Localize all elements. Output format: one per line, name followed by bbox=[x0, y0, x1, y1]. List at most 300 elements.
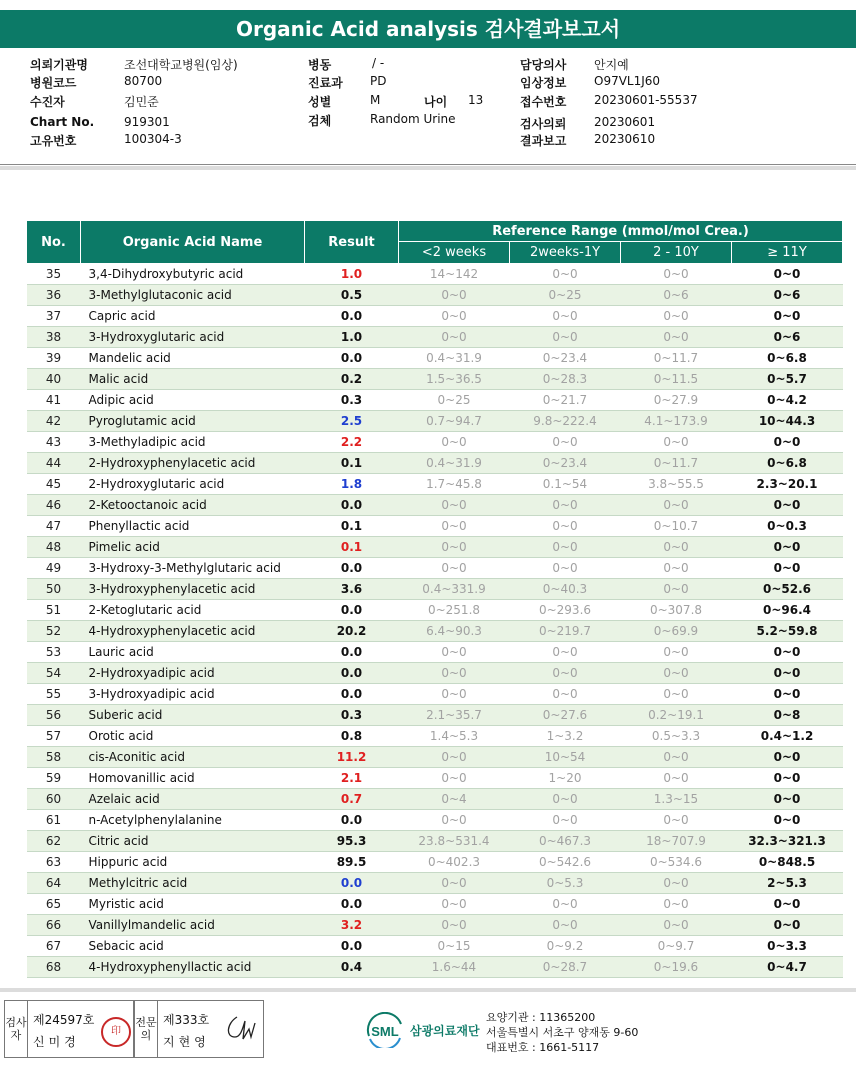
row-no: 58 bbox=[27, 747, 81, 768]
row-ref-2-10y: 0~0 bbox=[621, 894, 732, 915]
row-name: 3,4-Dihydroxybutyric acid bbox=[81, 264, 305, 285]
row-ref-11y-plus: 0~0 bbox=[732, 810, 843, 831]
row-no: 54 bbox=[27, 663, 81, 684]
row-ref-under-2-weeks: 0.4~331.9 bbox=[399, 579, 510, 600]
row-result: 0.8 bbox=[305, 726, 399, 747]
row-result: 0.1 bbox=[305, 516, 399, 537]
row-ref-2weeks-1y: 0~25 bbox=[510, 285, 621, 306]
row-ref-2-10y: 0~69.9 bbox=[621, 621, 732, 642]
row-result: 0.0 bbox=[305, 663, 399, 684]
row-no: 47 bbox=[27, 516, 81, 537]
row-result: 95.3 bbox=[305, 831, 399, 852]
row-ref-under-2-weeks: 0~0 bbox=[399, 285, 510, 306]
row-ref-2weeks-1y: 0~0 bbox=[510, 495, 621, 516]
row-no: 66 bbox=[27, 915, 81, 936]
row-name: 4-Hydroxyphenyllactic acid bbox=[81, 957, 305, 978]
row-ref-under-2-weeks: 23.8~531.4 bbox=[399, 831, 510, 852]
row-name: Sebacic acid bbox=[81, 936, 305, 957]
table-row bbox=[27, 852, 843, 873]
row-ref-2-10y: 0~0 bbox=[621, 768, 732, 789]
row-result: 2.1 bbox=[305, 768, 399, 789]
row-result: 0.0 bbox=[305, 810, 399, 831]
row-ref-2-10y: 0~11.5 bbox=[621, 369, 732, 390]
row-result: 1.8 bbox=[305, 474, 399, 495]
org-contact bbox=[486, 1010, 638, 1055]
row-ref-under-2-weeks: 0~0 bbox=[399, 432, 510, 453]
row-ref-2weeks-1y: 0~0 bbox=[510, 306, 621, 327]
row-name: n-Acetylphenylalanine bbox=[81, 810, 305, 831]
row-ref-under-2-weeks: 6.4~90.3 bbox=[399, 621, 510, 642]
row-ref-11y-plus: 0~0 bbox=[732, 768, 843, 789]
signature-scribble-icon bbox=[223, 1013, 259, 1043]
row-result: 0.7 bbox=[305, 789, 399, 810]
institution-value: 조선대학교병원(임상) bbox=[124, 58, 238, 72]
table-row bbox=[27, 810, 843, 831]
row-name: 2-Hydroxyphenylacetic acid bbox=[81, 453, 305, 474]
row-result: 0.0 bbox=[305, 306, 399, 327]
row-ref-2-10y: 0~27.9 bbox=[621, 390, 732, 411]
row-ref-2-10y: 0~0 bbox=[621, 642, 732, 663]
clinical-value: O97VL1J60 bbox=[594, 74, 661, 88]
row-ref-2weeks-1y: 0~542.6 bbox=[510, 852, 621, 873]
row-result: 0.3 bbox=[305, 705, 399, 726]
row-no: 52 bbox=[27, 621, 81, 642]
header-no: No. bbox=[27, 221, 81, 264]
row-ref-2-10y: 0~0 bbox=[621, 537, 732, 558]
row-ref-2-10y: 0~11.7 bbox=[621, 348, 732, 369]
row-no: 41 bbox=[27, 390, 81, 411]
row-ref-under-2-weeks: 1.6~44 bbox=[399, 957, 510, 978]
row-ref-under-2-weeks: 0~0 bbox=[399, 495, 510, 516]
examiner-seal-icon: 印 bbox=[101, 1017, 131, 1047]
row-ref-2-10y: 0~0 bbox=[621, 432, 732, 453]
report-title: Organic Acid analysis 검사결과보고서 bbox=[0, 10, 856, 48]
header-result: Result bbox=[305, 221, 399, 264]
row-ref-11y-plus: 0~6.8 bbox=[732, 453, 843, 474]
row-result: 0.0 bbox=[305, 348, 399, 369]
request-value: 20230601 bbox=[594, 115, 656, 129]
table-row bbox=[27, 768, 843, 789]
row-ref-under-2-weeks: 0~0 bbox=[399, 306, 510, 327]
row-result: 0.0 bbox=[305, 600, 399, 621]
row-no: 39 bbox=[27, 348, 81, 369]
row-ref-under-2-weeks: 0~25 bbox=[399, 390, 510, 411]
row-ref-11y-plus: 0~3.3 bbox=[732, 936, 843, 957]
row-ref-under-2-weeks: 14~142 bbox=[399, 264, 510, 285]
table-row bbox=[27, 873, 843, 894]
row-result: 0.1 bbox=[305, 453, 399, 474]
row-name: Homovanillic acid bbox=[81, 768, 305, 789]
row-result: 11.2 bbox=[305, 747, 399, 768]
row-ref-11y-plus: 2.3~20.1 bbox=[732, 474, 843, 495]
row-result: 1.0 bbox=[305, 264, 399, 285]
sml-logo-icon bbox=[366, 1012, 404, 1048]
row-ref-under-2-weeks: 0~0 bbox=[399, 894, 510, 915]
row-ref-under-2-weeks: 0~402.3 bbox=[399, 852, 510, 873]
row-ref-under-2-weeks: 0~0 bbox=[399, 747, 510, 768]
row-name: 3-Hydroxyphenylacetic acid bbox=[81, 579, 305, 600]
row-ref-under-2-weeks: 0~0 bbox=[399, 537, 510, 558]
row-no: 36 bbox=[27, 285, 81, 306]
row-ref-under-2-weeks: 0~0 bbox=[399, 327, 510, 348]
specimen-value: Random Urine bbox=[370, 112, 456, 126]
row-name: Citric acid bbox=[81, 831, 305, 852]
row-result: 0.0 bbox=[305, 558, 399, 579]
row-ref-11y-plus: 0~0 bbox=[732, 684, 843, 705]
ward-label: 병동 bbox=[308, 58, 332, 72]
age-label: 나이 bbox=[424, 95, 448, 109]
row-ref-2-10y: 0~0 bbox=[621, 306, 732, 327]
row-ref-2-10y: 0.5~3.3 bbox=[621, 726, 732, 747]
hospital-code-label: 병원코드 bbox=[30, 76, 77, 90]
report-label: 결과보고 bbox=[520, 134, 567, 148]
header-name: Organic Acid Name bbox=[81, 221, 305, 264]
examiner-name: 신미경 bbox=[33, 1035, 80, 1049]
table-row bbox=[27, 537, 843, 558]
row-name: 2-Ketoglutaric acid bbox=[81, 600, 305, 621]
row-ref-2weeks-1y: 0.1~54 bbox=[510, 474, 621, 495]
row-ref-11y-plus: 0~848.5 bbox=[732, 852, 843, 873]
row-ref-2weeks-1y: 0~0 bbox=[510, 663, 621, 684]
report-value: 20230610 bbox=[594, 132, 656, 146]
row-ref-2-10y: 0~0 bbox=[621, 747, 732, 768]
row-ref-2weeks-1y: 0~0 bbox=[510, 915, 621, 936]
row-name: Phenyllactic acid bbox=[81, 516, 305, 537]
row-no: 44 bbox=[27, 453, 81, 474]
row-result: 89.5 bbox=[305, 852, 399, 873]
row-ref-11y-plus: 0~0 bbox=[732, 747, 843, 768]
row-no: 40 bbox=[27, 369, 81, 390]
row-ref-2weeks-1y: 0~0 bbox=[510, 684, 621, 705]
table-row bbox=[27, 957, 843, 978]
row-name: Pimelic acid bbox=[81, 537, 305, 558]
row-ref-under-2-weeks: 0~0 bbox=[399, 663, 510, 684]
row-name: 3-Methyladipic acid bbox=[81, 432, 305, 453]
row-name: Hippuric acid bbox=[81, 852, 305, 873]
row-ref-2weeks-1y: 0~0 bbox=[510, 264, 621, 285]
row-ref-11y-plus: 32.3~321.3 bbox=[732, 831, 843, 852]
logo-text: SML bbox=[371, 1024, 399, 1039]
specialist-name: 지현영 bbox=[163, 1035, 210, 1049]
row-no: 62 bbox=[27, 831, 81, 852]
row-ref-2-10y: 0~0 bbox=[621, 810, 732, 831]
row-ref-11y-plus: 0~8 bbox=[732, 705, 843, 726]
row-ref-2weeks-1y: 0~0 bbox=[510, 537, 621, 558]
row-ref-2-10y: 0~0 bbox=[621, 558, 732, 579]
row-no: 64 bbox=[27, 873, 81, 894]
table-row bbox=[27, 915, 843, 936]
row-ref-under-2-weeks: 0.7~94.7 bbox=[399, 411, 510, 432]
row-ref-2-10y: 0~10.7 bbox=[621, 516, 732, 537]
row-ref-2-10y: 0.2~19.1 bbox=[621, 705, 732, 726]
row-ref-2weeks-1y: 0~293.6 bbox=[510, 600, 621, 621]
row-name: 2-Hydroxyglutaric acid bbox=[81, 474, 305, 495]
row-ref-2-10y: 0~19.6 bbox=[621, 957, 732, 978]
table-row bbox=[27, 579, 843, 600]
table-row bbox=[27, 558, 843, 579]
results-table bbox=[26, 220, 843, 978]
row-ref-under-2-weeks: 0~251.8 bbox=[399, 600, 510, 621]
row-ref-2-10y: 0~0 bbox=[621, 684, 732, 705]
row-ref-2-10y: 0~0 bbox=[621, 495, 732, 516]
row-ref-under-2-weeks: 0.4~31.9 bbox=[399, 348, 510, 369]
table-row bbox=[27, 306, 843, 327]
header-reference-range: Reference Range (mmol/mol Crea.) bbox=[399, 221, 843, 242]
dept-value: PD bbox=[370, 74, 387, 88]
row-no: 56 bbox=[27, 705, 81, 726]
receipt-value: 20230601-55537 bbox=[594, 93, 698, 107]
row-ref-2-10y: 0~9.7 bbox=[621, 936, 732, 957]
row-no: 59 bbox=[27, 768, 81, 789]
row-no: 68 bbox=[27, 957, 81, 978]
row-result: 20.2 bbox=[305, 621, 399, 642]
row-no: 63 bbox=[27, 852, 81, 873]
row-ref-2weeks-1y: 0~0 bbox=[510, 327, 621, 348]
specialist-license-no: 제333호 bbox=[163, 1013, 210, 1027]
phone: 대표번호 : 1661-5117 bbox=[486, 1041, 600, 1054]
row-name: Pyroglutamic acid bbox=[81, 411, 305, 432]
row-ref-2-10y: 1.3~15 bbox=[621, 789, 732, 810]
table-row bbox=[27, 936, 843, 957]
row-ref-under-2-weeks: 0~0 bbox=[399, 768, 510, 789]
row-ref-under-2-weeks: 0~0 bbox=[399, 915, 510, 936]
row-ref-2weeks-1y: 0~21.7 bbox=[510, 390, 621, 411]
table-row bbox=[27, 369, 843, 390]
row-ref-2weeks-1y: 1~20 bbox=[510, 768, 621, 789]
row-ref-2weeks-1y: 0~28.3 bbox=[510, 369, 621, 390]
row-ref-2weeks-1y: 1~3.2 bbox=[510, 726, 621, 747]
table-row bbox=[27, 453, 843, 474]
row-ref-11y-plus: 0~6 bbox=[732, 327, 843, 348]
examiner-vertical-label: 검사자 bbox=[5, 1001, 28, 1057]
row-ref-11y-plus: 0~96.4 bbox=[732, 600, 843, 621]
patient-value: 김민준 bbox=[124, 95, 159, 109]
chart-label: Chart No. bbox=[30, 115, 95, 129]
institution-label: 의뢰기관명 bbox=[30, 58, 88, 72]
table-row bbox=[27, 390, 843, 411]
row-ref-11y-plus: 0~0 bbox=[732, 537, 843, 558]
row-ref-11y-plus: 0~0.3 bbox=[732, 516, 843, 537]
row-no: 45 bbox=[27, 474, 81, 495]
row-ref-11y-plus: 0~4.2 bbox=[732, 390, 843, 411]
row-result: 0.0 bbox=[305, 495, 399, 516]
row-ref-2-10y: 0~307.8 bbox=[621, 600, 732, 621]
row-ref-11y-plus: 0~52.6 bbox=[732, 579, 843, 600]
row-result: 0.0 bbox=[305, 873, 399, 894]
header-divider bbox=[0, 164, 856, 165]
row-ref-2-10y: 0~11.7 bbox=[621, 453, 732, 474]
table-row bbox=[27, 747, 843, 768]
table-row bbox=[27, 621, 843, 642]
row-result: 2.2 bbox=[305, 432, 399, 453]
row-result: 0.4 bbox=[305, 957, 399, 978]
row-no: 60 bbox=[27, 789, 81, 810]
row-ref-11y-plus: 0~0 bbox=[732, 894, 843, 915]
row-name: Malic acid bbox=[81, 369, 305, 390]
row-ref-2weeks-1y: 0~0 bbox=[510, 894, 621, 915]
row-no: 49 bbox=[27, 558, 81, 579]
row-name: Orotic acid bbox=[81, 726, 305, 747]
row-result: 0.3 bbox=[305, 390, 399, 411]
row-result: 0.2 bbox=[305, 369, 399, 390]
table-row bbox=[27, 516, 843, 537]
row-ref-2weeks-1y: 0~0 bbox=[510, 789, 621, 810]
row-ref-2-10y: 0~0 bbox=[621, 264, 732, 285]
patient-label: 수진자 bbox=[30, 95, 65, 109]
row-name: Capric acid bbox=[81, 306, 305, 327]
row-ref-11y-plus: 0~6 bbox=[732, 285, 843, 306]
row-no: 35 bbox=[27, 264, 81, 285]
receipt-label: 접수번호 bbox=[520, 95, 567, 109]
row-ref-2-10y: 0~6 bbox=[621, 285, 732, 306]
row-ref-11y-plus: 0~0 bbox=[732, 495, 843, 516]
row-ref-11y-plus: 10~44.3 bbox=[732, 411, 843, 432]
row-no: 57 bbox=[27, 726, 81, 747]
row-result: 0.0 bbox=[305, 642, 399, 663]
row-ref-11y-plus: 0~5.7 bbox=[732, 369, 843, 390]
table-row bbox=[27, 705, 843, 726]
row-name: 3-Methylglutaconic acid bbox=[81, 285, 305, 306]
row-no: 43 bbox=[27, 432, 81, 453]
table-row bbox=[27, 600, 843, 621]
row-ref-2-10y: 0~534.6 bbox=[621, 852, 732, 873]
row-ref-2weeks-1y: 0~0 bbox=[510, 432, 621, 453]
row-ref-under-2-weeks: 0~4 bbox=[399, 789, 510, 810]
row-name: 2-Ketooctanoic acid bbox=[81, 495, 305, 516]
row-ref-2-10y: 18~707.9 bbox=[621, 831, 732, 852]
row-name: Adipic acid bbox=[81, 390, 305, 411]
row-no: 42 bbox=[27, 411, 81, 432]
row-ref-2weeks-1y: 0~467.3 bbox=[510, 831, 621, 852]
row-name: 2-Hydroxyadipic acid bbox=[81, 663, 305, 684]
specialist-signature-box bbox=[134, 1000, 264, 1058]
row-ref-11y-plus: 0~0 bbox=[732, 432, 843, 453]
table-row bbox=[27, 348, 843, 369]
row-ref-2-10y: 0~0 bbox=[621, 915, 732, 936]
row-no: 67 bbox=[27, 936, 81, 957]
table-row bbox=[27, 789, 843, 810]
header-ref-11y-plus: ≥ 11Y bbox=[732, 242, 843, 264]
doctor-value: 안지예 bbox=[594, 58, 629, 72]
specialist-vertical-label: 전문의 bbox=[135, 1001, 158, 1057]
row-ref-2weeks-1y: 0~0 bbox=[510, 558, 621, 579]
row-name: Lauric acid bbox=[81, 642, 305, 663]
row-no: 38 bbox=[27, 327, 81, 348]
row-name: 3-Hydroxyglutaric acid bbox=[81, 327, 305, 348]
row-no: 61 bbox=[27, 810, 81, 831]
row-no: 65 bbox=[27, 894, 81, 915]
row-no: 46 bbox=[27, 495, 81, 516]
row-ref-11y-plus: 0~0 bbox=[732, 642, 843, 663]
chart-value: 919301 bbox=[124, 115, 170, 129]
sex-value: M bbox=[370, 93, 381, 107]
row-ref-2weeks-1y: 0~219.7 bbox=[510, 621, 621, 642]
row-name: 3-Hydroxyadipic acid bbox=[81, 684, 305, 705]
examiner-signature-box bbox=[4, 1000, 134, 1058]
examiner-license-no: 제24597호 bbox=[33, 1013, 95, 1027]
row-name: Methylcitric acid bbox=[81, 873, 305, 894]
care-code: 요양기관 : 11365200 bbox=[486, 1011, 596, 1024]
doctor-label: 담당의사 bbox=[520, 58, 567, 72]
row-ref-under-2-weeks: 1.4~5.3 bbox=[399, 726, 510, 747]
row-ref-11y-plus: 0~0 bbox=[732, 306, 843, 327]
row-ref-2-10y: 3.8~55.5 bbox=[621, 474, 732, 495]
dept-label: 진료과 bbox=[308, 76, 343, 90]
row-ref-2weeks-1y: 0~23.4 bbox=[510, 348, 621, 369]
row-ref-2-10y: 0~0 bbox=[621, 327, 732, 348]
footer-band bbox=[0, 988, 856, 992]
row-ref-2weeks-1y: 0~9.2 bbox=[510, 936, 621, 957]
row-ref-under-2-weeks: 0~0 bbox=[399, 558, 510, 579]
row-ref-under-2-weeks: 0~15 bbox=[399, 936, 510, 957]
request-label: 검사의뢰 bbox=[520, 117, 567, 131]
row-ref-2weeks-1y: 0~0 bbox=[510, 516, 621, 537]
ward-value: / - bbox=[372, 56, 385, 70]
row-name: Mandelic acid bbox=[81, 348, 305, 369]
row-ref-2-10y: 4.1~173.9 bbox=[621, 411, 732, 432]
header-band bbox=[0, 166, 856, 170]
table-row bbox=[27, 495, 843, 516]
row-no: 50 bbox=[27, 579, 81, 600]
table-row bbox=[27, 831, 843, 852]
specimen-label: 검체 bbox=[308, 114, 332, 128]
row-ref-2-10y: 0~0 bbox=[621, 663, 732, 684]
row-name: Suberic acid bbox=[81, 705, 305, 726]
table-row bbox=[27, 474, 843, 495]
row-no: 48 bbox=[27, 537, 81, 558]
row-result: 3.2 bbox=[305, 915, 399, 936]
row-ref-under-2-weeks: 0~0 bbox=[399, 873, 510, 894]
table-row bbox=[27, 327, 843, 348]
table-row bbox=[27, 726, 843, 747]
row-ref-2weeks-1y: 0~5.3 bbox=[510, 873, 621, 894]
row-ref-11y-plus: 0~6.8 bbox=[732, 348, 843, 369]
row-name: cis-Aconitic acid bbox=[81, 747, 305, 768]
row-ref-2-10y: 0~0 bbox=[621, 873, 732, 894]
row-result: 0.0 bbox=[305, 894, 399, 915]
row-ref-11y-plus: 2~5.3 bbox=[732, 873, 843, 894]
row-no: 53 bbox=[27, 642, 81, 663]
address: 서울특별시 서초구 양재동 9-60 bbox=[486, 1026, 639, 1039]
table-row bbox=[27, 894, 843, 915]
row-ref-11y-plus: 0~0 bbox=[732, 663, 843, 684]
row-ref-under-2-weeks: 0.4~31.9 bbox=[399, 453, 510, 474]
table-row bbox=[27, 642, 843, 663]
table-row bbox=[27, 264, 843, 285]
sex-label: 성별 bbox=[308, 95, 332, 109]
row-ref-2weeks-1y: 0~23.4 bbox=[510, 453, 621, 474]
header-ref-2weeks-1y: 2weeks-1Y bbox=[510, 242, 621, 264]
table-row bbox=[27, 684, 843, 705]
row-ref-2weeks-1y: 10~54 bbox=[510, 747, 621, 768]
row-result: 1.0 bbox=[305, 327, 399, 348]
row-name: Myristic acid bbox=[81, 894, 305, 915]
row-ref-11y-plus: 5.2~59.8 bbox=[732, 621, 843, 642]
hospital-code-value: 80700 bbox=[124, 74, 163, 88]
row-ref-under-2-weeks: 1.5~36.5 bbox=[399, 369, 510, 390]
table-row bbox=[27, 285, 843, 306]
row-result: 3.6 bbox=[305, 579, 399, 600]
row-ref-2weeks-1y: 9.8~222.4 bbox=[510, 411, 621, 432]
table-row bbox=[27, 411, 843, 432]
row-ref-under-2-weeks: 0~0 bbox=[399, 516, 510, 537]
row-ref-11y-plus: 0~4.7 bbox=[732, 957, 843, 978]
header-ref-2-10y: 2 - 10Y bbox=[621, 242, 732, 264]
row-ref-11y-plus: 0~0 bbox=[732, 558, 843, 579]
row-result: 0.0 bbox=[305, 684, 399, 705]
table-row bbox=[27, 663, 843, 684]
row-ref-2-10y: 0~0 bbox=[621, 579, 732, 600]
